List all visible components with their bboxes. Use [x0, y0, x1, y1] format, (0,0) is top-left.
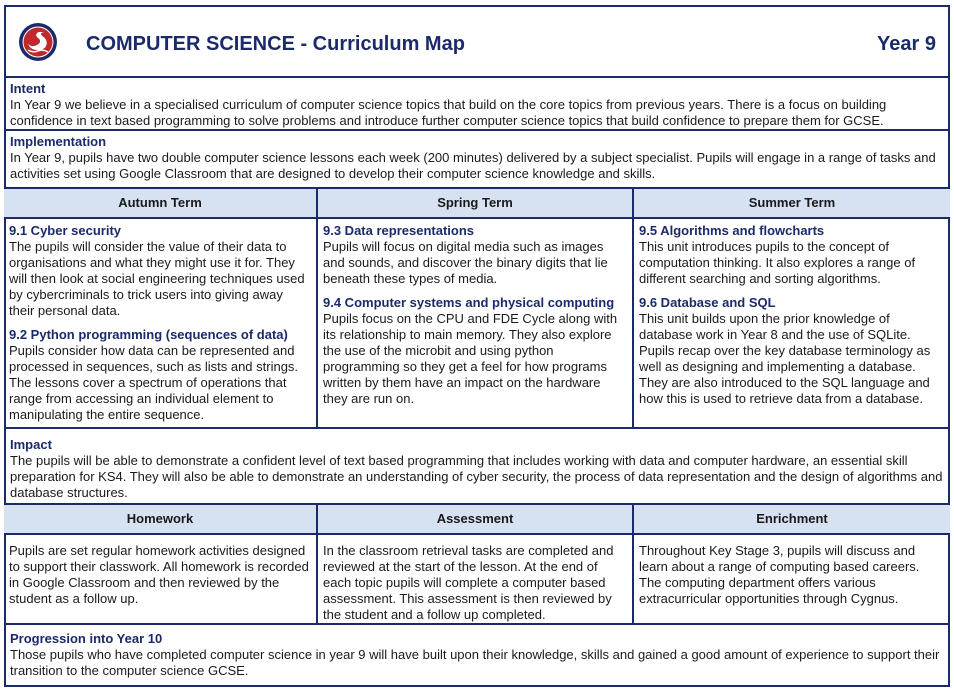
unit-title: 9.1 Cyber security: [9, 223, 122, 238]
unit-text: Pupils focus on the CPU and FDE Cycle along with its relationship to main memory. They also explore the use of the microbit and using python programming so they get a feel for how programs written by them have an impact on the hardware they are run on.: [323, 311, 618, 406]
year-label: Year 9: [877, 33, 936, 55]
intent-text: In Year 9 we believe in a specialised curriculum of computer science topics that build on the core topics from previous years. There is a focus on building confidence in text based programming to solve problems and introduce further computer science topics that build confidence to prepare them for GCSE.: [10, 97, 887, 128]
impact-heading: Impact: [10, 437, 52, 452]
enrichment-text: Throughout Key Stage 3, pupils will discuss and learn about a range of computing based careers. The computing department offers various extracurricular opportunities through Cygnus.: [639, 543, 920, 606]
progression-heading: Progression into Year 10: [10, 631, 163, 646]
homework-column: [4, 505, 318, 623]
progression-section: [4, 625, 950, 687]
assessment-text: In the classroom retrieval tasks are completed and reviewed at the start of the lesson. At the end of each topic pupils will complete a computer based assessment. This assessment is then reviewed by the student and a follow up completed.: [323, 543, 614, 622]
impact-section: [4, 429, 950, 505]
extras-grid: [4, 505, 950, 625]
assessment-heading: Assessment: [318, 505, 632, 535]
enrichment-heading: Enrichment: [634, 505, 950, 535]
unit-text: Pupils will focus on digital media such as images and sounds, and discover the binary digits that lie beneath these types of media.: [323, 239, 608, 286]
unit-title: 9.5 Algorithms and flowcharts: [639, 223, 825, 238]
implementation-text: In Year 9, pupils have two double computer science lessons each week (200 minutes) delivered by a subject specialist. Pupils will engage in a range of tasks and activities set using Google Classroom that are designed to develop their computer science knowledge and skills.: [10, 150, 936, 181]
assessment-column: [318, 505, 634, 623]
intent-heading: Intent: [10, 81, 46, 96]
intent-section: [4, 78, 950, 131]
summer-term-column: [634, 189, 950, 427]
impact-text: The pupils will be able to demonstrate a confident level of text based programming that includes working with data and computer hardware, an essential skill preparation for KS4. They will also be able to demonstrate an understanding of cyber security, the process of data representation and the design of algorithms and database structures.: [10, 453, 943, 500]
implementation-heading: Implementation: [10, 134, 107, 149]
swan-crest-icon: [18, 22, 58, 62]
progression-text: Those pupils who have completed computer science in year 9 will have built upon their knowledge, skills and gained a good amount of experience to support their transition to the computer science GCSE.: [10, 647, 940, 678]
unit-text: The pupils will consider the value of their data to organisations and what they might use it for. They will then look at social engineering techniques used by cybercriminals to trick users into giving away their personal data.: [9, 239, 305, 318]
spring-term-column: [318, 189, 634, 427]
unit-title: 9.3 Data representations: [323, 223, 475, 238]
unit-text: This unit builds upon the prior knowledge of database work in Year 8 and the use of SQLite. Pupils recap over the key database terminology as well as designing and implementing a database. They are also introduced to the SQL language and how this is used to retrieve data from a database.: [639, 311, 931, 406]
autumn-term-heading: Autumn Term: [4, 189, 316, 219]
enrichment-column: [634, 505, 950, 623]
unit-title: 9.4 Computer systems and physical computing: [323, 295, 615, 310]
unit-text: Pupils consider how data can be represented and processed in sequences, such as lists and strings. The lessons cover a spectrum of operations that range from accessing an individual element to manipulating the entire sequence.: [9, 343, 299, 422]
unit-title: 9.6 Database and SQL: [639, 295, 776, 310]
unit-text: This unit introduces pupils to the concept of computation thinking. It also explores a range of different searching and sorting algorithms.: [639, 239, 916, 286]
terms-grid: [4, 189, 950, 429]
page-header: [4, 5, 950, 78]
autumn-term-column: [4, 189, 318, 427]
homework-heading: Homework: [4, 505, 316, 535]
implementation-section: [4, 131, 950, 189]
unit-title: 9.2 Python programming (sequences of data): [9, 327, 288, 342]
spring-term-heading: Spring Term: [318, 189, 632, 219]
page-title: COMPUTER SCIENCE - Curriculum Map: [86, 33, 465, 55]
homework-text: Pupils are set regular homework activities designed to support their classwork. All homework is recorded in Google Classroom and then reviewed by the student as a follow up.: [9, 543, 309, 606]
summer-term-heading: Summer Term: [634, 189, 950, 219]
